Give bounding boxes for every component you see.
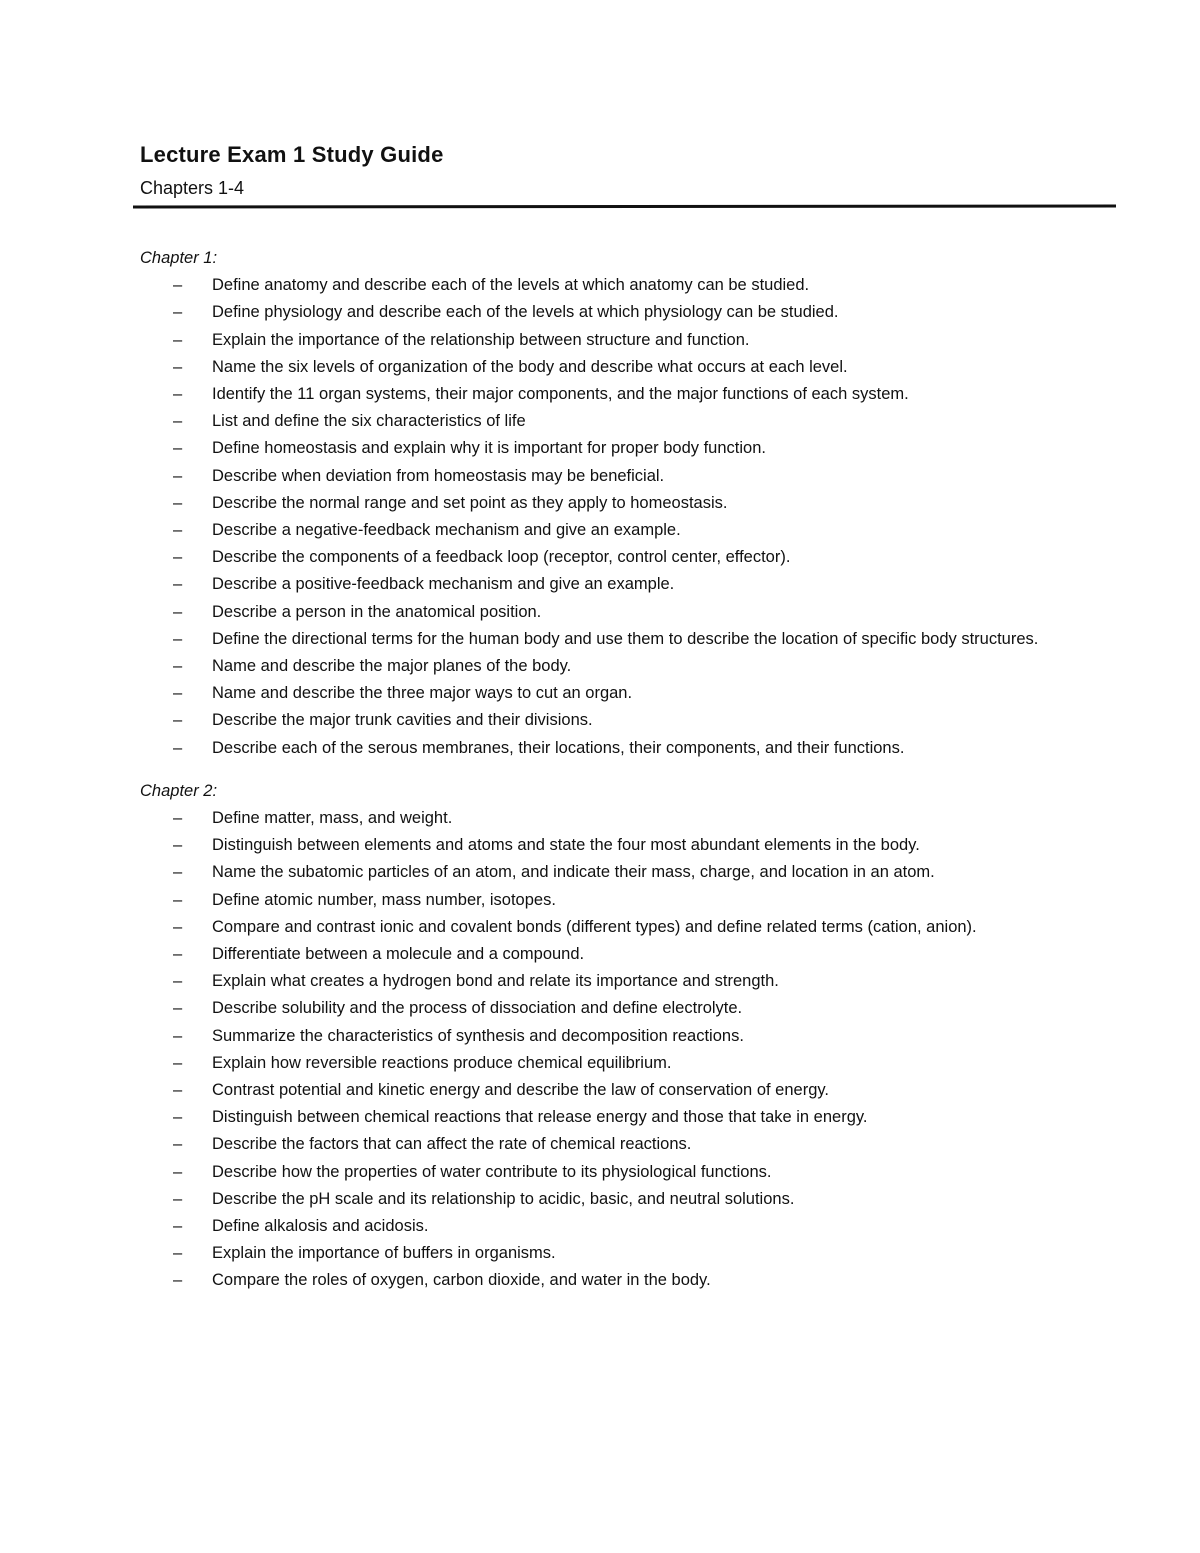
objective-text: Describe the components of a feedback loop (receptor, control center, effector). <box>212 548 791 567</box>
objective-item <box>140 1213 1080 1240</box>
objective-item <box>140 571 1080 598</box>
objective-text: Name and describe the major planes of the body. <box>212 657 572 676</box>
dash-bullet: – <box>173 493 183 512</box>
objective-item <box>140 626 1080 653</box>
objective-item <box>140 327 1080 354</box>
dash-bullet: – <box>173 1026 183 1045</box>
dash-bullet: – <box>173 863 183 882</box>
objective-text: Name the subatomic particles of an atom, and indicate their mass, charge, and location in an atom. <box>212 863 935 882</box>
objective-item <box>140 968 1080 995</box>
objective-text: Describe a positive-feedback mechanism and give an example. <box>212 575 675 594</box>
dash-bullet: – <box>173 1135 183 1154</box>
objective-text: Define anatomy and describe each of the levels at which anatomy can be studied. <box>212 276 810 295</box>
dash-bullet: – <box>173 439 183 458</box>
objective-item <box>140 1186 1080 1213</box>
objective-item <box>140 707 1080 734</box>
dash-bullet: – <box>173 521 183 540</box>
objective-item <box>140 995 1080 1022</box>
objective-item <box>140 805 1080 832</box>
objective-item <box>140 463 1080 490</box>
objective-item <box>140 1240 1080 1267</box>
objective-text: Name and describe the three major ways to cut an organ. <box>212 684 633 703</box>
objective-text: Explain how reversible reactions produce chemical equilibrium. <box>212 1053 672 1072</box>
dash-bullet: – <box>173 385 183 403</box>
dash-bullet: – <box>173 357 183 376</box>
objective-text: Differentiate between a molecule and a compound. <box>212 945 585 964</box>
dash-bullet: – <box>173 330 183 349</box>
chapter-section <box>140 778 1080 1295</box>
objective-item <box>140 859 1080 886</box>
objective-text: Identify the 11 organ systems, their major components, and the major functions of each system. <box>212 385 909 403</box>
dash-bullet: – <box>173 917 183 936</box>
document-title: Lecture Exam 1 Study Guide <box>140 142 444 167</box>
dash-bullet: – <box>173 684 183 703</box>
objective-item <box>140 1131 1080 1158</box>
objective-text: Describe a person in the anatomical position. <box>212 602 542 621</box>
dash-bullet: – <box>173 945 183 964</box>
title-divider <box>133 204 1116 208</box>
dash-bullet: – <box>173 303 183 322</box>
objective-text: Distinguish between elements and atoms and state the four most abundant elements in the body. <box>212 836 920 855</box>
document-subtitle: Chapters 1-4 <box>140 178 245 198</box>
objective-text: Explain what creates a hydrogen bond and relate its importance and strength. <box>212 972 779 991</box>
dash-bullet: – <box>173 657 183 676</box>
objective-text: Compare the roles of oxygen, carbon dioxide, and water in the body. <box>212 1271 711 1290</box>
objective-item <box>140 832 1080 859</box>
objective-text: Define the directional terms for the human body and use them to describe the location of specific body structures. <box>212 629 1039 648</box>
dash-bullet: – <box>173 548 183 567</box>
objective-text: Describe the normal range and set point as they apply to homeostasis. <box>212 493 728 512</box>
objective-list <box>140 805 1080 1295</box>
objective-item <box>140 735 1080 762</box>
objective-item <box>140 435 1080 462</box>
study-guide-content <box>140 245 1080 1311</box>
dash-bullet: – <box>173 890 183 909</box>
objective-item <box>140 544 1080 571</box>
objective-text: Describe how the properties of water contribute to its physiological functions. <box>212 1162 772 1181</box>
objective-text: Describe the factors that can affect the rate of chemical reactions. <box>212 1135 692 1154</box>
dash-bullet: – <box>173 1108 183 1127</box>
dash-bullet: – <box>173 1053 183 1072</box>
objective-text: Describe each of the serous membranes, their locations, their components, and their functions. <box>212 738 905 757</box>
objective-item <box>140 1023 1080 1050</box>
chapter-heading: Chapter 1: <box>140 249 218 267</box>
objective-text: Explain the importance of buffers in organisms. <box>212 1244 556 1263</box>
dash-bullet: – <box>173 809 183 828</box>
objective-text: Describe the pH scale and its relationship to acidic, basic, and neutral solutions. <box>212 1189 795 1208</box>
dash-bullet: – <box>173 602 183 621</box>
chapter-section <box>140 245 1080 762</box>
objective-list <box>140 272 1080 762</box>
objective-item <box>140 914 1080 941</box>
objective-text: Define atomic number, mass number, isotopes. <box>212 890 556 909</box>
objective-item <box>140 490 1080 517</box>
dash-bullet: – <box>173 711 183 730</box>
objective-text: Name the six levels of organization of the body and describe what occurs at each level. <box>212 357 848 376</box>
dash-bullet: – <box>173 575 183 594</box>
objective-text: Define physiology and describe each of the levels at which physiology can be studied. <box>212 303 839 322</box>
dash-bullet: – <box>173 738 183 757</box>
dash-bullet: – <box>173 1217 183 1236</box>
objective-item <box>140 1267 1080 1294</box>
objective-item <box>140 680 1080 707</box>
objective-item <box>140 517 1080 544</box>
objective-item <box>140 1077 1080 1104</box>
dash-bullet: – <box>173 1244 183 1263</box>
dash-bullet: – <box>173 1162 183 1181</box>
objective-item <box>140 941 1080 968</box>
objective-item <box>140 354 1080 381</box>
objective-text: Define alkalosis and acidosis. <box>212 1217 429 1236</box>
dash-bullet: – <box>173 972 183 991</box>
dash-bullet: – <box>173 1081 183 1100</box>
objective-text: Define homeostasis and explain why it is important for proper body function. <box>212 439 766 458</box>
objective-text: Describe the major trunk cavities and their divisions. <box>212 711 593 730</box>
objective-item <box>140 272 1080 299</box>
dash-bullet: – <box>173 1271 183 1290</box>
objective-text: Describe solubility and the process of dissociation and define electrolyte. <box>212 999 743 1018</box>
dash-bullet: – <box>173 836 183 855</box>
dash-bullet: – <box>173 999 183 1018</box>
objective-item <box>140 653 1080 680</box>
objective-item <box>140 599 1080 626</box>
objective-item <box>140 1050 1080 1077</box>
objective-text: Describe a negative-feedback mechanism and give an example. <box>212 521 681 540</box>
objective-text: List and define the six characteristics of life <box>212 412 526 431</box>
objective-text: Contrast potential and kinetic energy and describe the law of conservation of energy. <box>212 1081 829 1100</box>
objective-item <box>140 408 1080 435</box>
objective-item <box>140 887 1080 914</box>
objective-item <box>140 1104 1080 1131</box>
dash-bullet: – <box>173 276 183 295</box>
dash-bullet: – <box>173 629 183 648</box>
objective-text: Distinguish between chemical reactions that release energy and those that take in energy. <box>212 1108 868 1127</box>
dash-bullet: – <box>173 466 183 485</box>
dash-bullet: – <box>173 412 183 431</box>
objective-text: Compare and contrast ionic and covalent bonds (different types) and define related terms (cation, anion). <box>212 917 977 936</box>
objective-item <box>140 381 1080 408</box>
objective-text: Explain the importance of the relationship between structure and function. <box>212 330 750 349</box>
dash-bullet: – <box>173 1189 183 1208</box>
objective-item <box>140 299 1080 326</box>
objective-text: Define matter, mass, and weight. <box>212 809 453 828</box>
objective-text: Summarize the characteristics of synthesis and decomposition reactions. <box>212 1026 744 1045</box>
objective-item <box>140 1159 1080 1186</box>
objective-text: Describe when deviation from homeostasis may be beneficial. <box>212 466 665 485</box>
chapter-heading: Chapter 2: <box>140 781 218 800</box>
